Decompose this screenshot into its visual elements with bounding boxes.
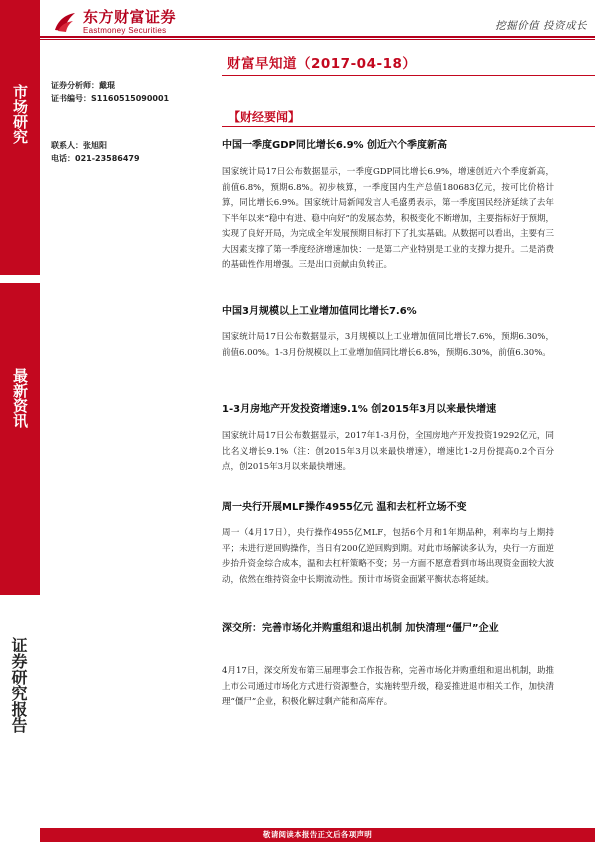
analyst-name: 证券分析师：戴琨 — [51, 81, 115, 90]
article-title: 中国一季度GDP同比增长6.9% 创近六个季度新高 — [222, 140, 448, 151]
contact-person: 联系人：张旭阳 — [51, 141, 107, 150]
sidebar-label-market-research: 市场研究 — [11, 84, 29, 144]
eastmoney-logo-icon — [52, 9, 78, 35]
section-rule — [222, 126, 595, 127]
sidebar-label-research-report: 证券研究报告 — [9, 637, 28, 733]
brand-name-cn: 东方财富证券 — [83, 7, 177, 26]
sidebar-label-latest-news: 最新资讯 — [11, 368, 29, 428]
certificate-number: 证书编号：S1160515090001 — [51, 94, 170, 103]
title-rule — [222, 75, 595, 76]
sidebar-gap — [0, 275, 40, 283]
section-heading: 【财经要闻】 — [228, 110, 301, 124]
article-title: 1-3月房地产开发投资增速9.1% 创2015年3月以来最快增速 — [222, 404, 497, 415]
contact-phone: 电话：021-23586479 — [51, 154, 140, 163]
article-body: 4月17日，深交所发布第三届理事会工作报告称，完善市场化并购重组和退出机制，助推上市公司通过市场化方式进行资源整合，实施转型升级，稳妥推进退市相关工作，加快清理“僵尸”企业，积极化解过剩产能和高库存。 — [222, 666, 554, 707]
page-footer — [40, 828, 595, 842]
page-title: 财富早知道（2017-04-18） — [227, 56, 417, 72]
header-rule — [40, 36, 595, 38]
slogan: 挖掘价值 投资成长 — [495, 20, 587, 32]
header-rule-thin — [40, 39, 595, 40]
brand-logo — [52, 6, 176, 38]
article-body: 周一（4月17日），央行操作4955亿MLF，包括6个月和1年期品种，利率均与上期持平；未进行逆回购操作，当日有200亿逆回购到期。对此市场解读多认为，央行一方面逆步抬升资金综合成本，温和去杠杆策略不变；另一方面不愿意看到市场出现资金面较大波动，依然在维持资金中长期流动性。预计市场资金面紧平衡状态将延续。 — [222, 528, 554, 585]
article-title: 中国3月规模以上工业增加值同比增长7.6% — [222, 306, 417, 317]
left-sidebar — [0, 0, 40, 842]
sidebar-block-latest-news — [0, 283, 40, 595]
article-body: 国家统计局17日公布数据显示，2017年1-3月份，全国房地产开发投资19292亿元，同比名义增长9.1%（注：创2015年3月以来最快增速），增速比1-2月份提高0.2个百分点，创2015年3月以来最快增速。 — [222, 431, 554, 472]
article-body: 国家统计局17日公布数据显示，3月规模以上工业增加值同比增长7.6%，预期6.30%，前值6.00%。1-3月份规模以上工业增加值同比增长6.8%，预期6.30%，前值6.30%。 — [222, 332, 554, 358]
article-body: 国家统计局17日公布数据显示，一季度GDP同比增长6.9%，增速创近六个季度新高，前值6.8%，预期6.8%。初步核算，一季度国内生产总值180683亿元，按可比价格计算，同比增长6.9%。国家统计局新闻发言人毛盛勇表示，第一季度国民经济延续了去年下半年以来“稳中有进、稳中向好”的发展态势，积极变化不断增加，主要指标好于预期，实现了良好开局，为完成全年发展预期目标打下了扎实基础。从数据可以看出，主要有三大因素支撑了第一季度经济增速加快：一是第二产业特别是工业的支撑力提升。二是消费的基础性作用增强。三是出口贡献由负转正。 — [222, 167, 554, 270]
article-title: 周一央行开展MLF操作4955亿元 温和去杠杆立场不变 — [222, 502, 467, 513]
footer-disclaimer: 敬请阅读本报告正文后各项声明 — [262, 830, 373, 839]
article-title: 深交所：完善市场化并购重组和退出机制 加快清理“僵尸”企业 — [222, 623, 499, 634]
brand-name-en: Eastmoney Securities — [83, 25, 167, 35]
